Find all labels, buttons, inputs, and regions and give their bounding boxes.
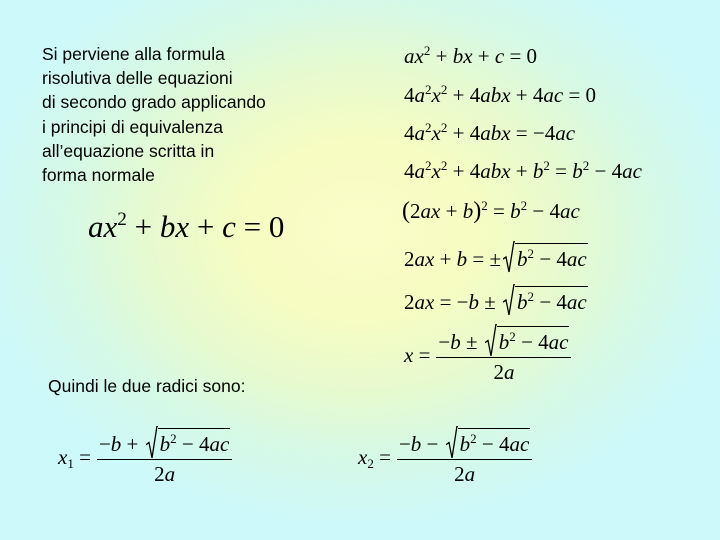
derivation-step-4: $4a^2x^2 + 4abx + b^2 = b^2 - 4ac$ <box>404 157 642 183</box>
square-root: $b^2 - 4ac$ <box>446 428 531 457</box>
square-root: $b^2 - 4ac$ <box>146 428 231 457</box>
intro-line: forma normale <box>42 165 155 186</box>
derivation-step-2: $4a^2x^2 + 4abx + 4ac = 0$ <box>404 81 597 107</box>
square-root: $b^2 - 4ac$ <box>503 243 588 271</box>
derivation-step-8: x = −b ± $b^2 - 4ac$ 2a <box>404 326 571 385</box>
derivation-step-1: $ax^2$ + bx + c = 0 <box>404 42 538 68</box>
root-x2-formula: $x_2$ = −b − $b^2 - 4ac$ 2a <box>358 428 532 487</box>
derivation-step-5: $(2ax + b)^2 = b^2 - 4ac$ <box>402 197 580 224</box>
square-root: $b^2 - 4ac$ <box>485 326 570 355</box>
derivation-step-7: 2ax = −b ± $b^2 - 4ac$ <box>404 286 588 314</box>
root-x1-formula: $x_1$ = −b + $b^2 - 4ac$ 2a <box>58 428 232 487</box>
intro-line: all’equazione scritta in <box>42 140 215 161</box>
roots-label: Quindi le due radici sono: <box>48 376 246 396</box>
square-root: $b^2 - 4ac$ <box>503 286 588 314</box>
intro-line: i principi di equivalenza <box>42 116 223 137</box>
intro-line: risolutiva delle equazioni <box>42 68 233 89</box>
intro-text <box>42 42 342 187</box>
derivation-step-6: 2ax + b = ± $b^2 - 4ac$ <box>404 243 588 271</box>
intro-line: di secondo grado applicando <box>42 92 266 113</box>
standard-form-equation: $ax^2$ + bx + c = 0 <box>88 209 285 244</box>
intro-line: Si perviene alla formula <box>42 44 225 64</box>
derivation-step-3: $4a^2x^2 + 4abx = -4ac$ <box>404 119 576 145</box>
